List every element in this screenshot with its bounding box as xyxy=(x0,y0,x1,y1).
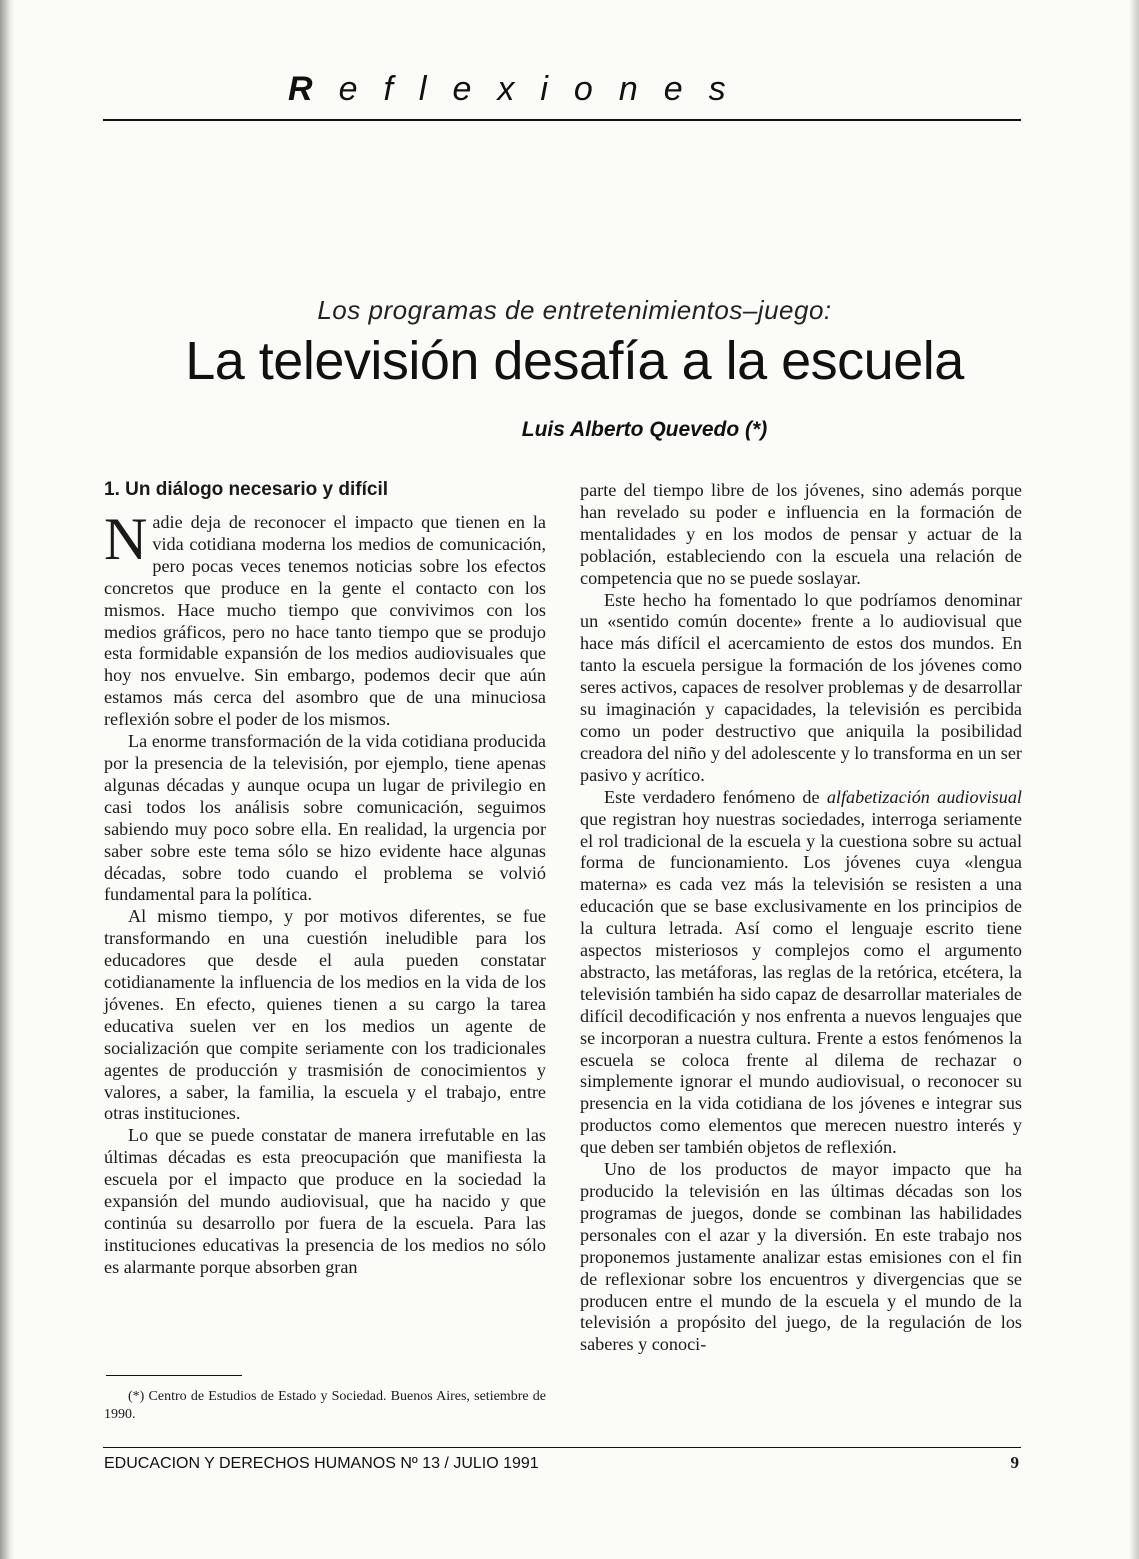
paragraph: Este hecho ha fomentado lo que podríamos denominar un «sentido común docente» frente a lo audiovisual que hace más difícil el acercamiento de estos dos mundos. En tanto la escuela persigue la formación de los jóvenes como seres activos, capaces de resolver problemas y de desarrollar su imaginación y capacidades, la televisión es percibida como un poder destructivo que aniquila la posibilidad creadora del niño y del adolescente y lo transforma en un ser pasivo y acrítico. xyxy=(580,589,1022,785)
footnote xyxy=(104,1388,546,1424)
paragraph xyxy=(580,787,1022,1159)
paragraph: Lo que se puede constatar de manera irrefutable en las últimas décadas es esta preocupación que manifiesta la escuela por el impacto que produce en la sociedad la expansión del mundo audiovisual, que ha nacido y que continúa su desarrollo por fuera de la escuela. Para las instituciones educativas la presencia de los medios no sólo es alarmante porque absorben gran xyxy=(104,1125,546,1277)
article-subtitle: Los programas de entretenimientos–juego: xyxy=(317,295,832,325)
paragraph-text: Este verdadero fenómeno de xyxy=(604,786,827,807)
paragraph: Al mismo tiempo, y por motivos diferentes, se fue transformando en una cuestión ineludible para los educadores que desde el aula pueden constatar cotidianamente la influencia de los medios en la vida de los jóvenes. En efecto, quienes tienen a su cargo la tarea educativa suelen ver en los medios un agente de socialización que compite seriamente con los tradicionales agentes de producción y trasmisión de conocimientos y valores, a saber, la familia, la escuela y el trabajo, entre otras instituciones. xyxy=(104,906,546,1124)
section-header-initial: R xyxy=(288,70,339,108)
right-column xyxy=(580,480,1022,1356)
page-binding-shadow xyxy=(0,0,14,1559)
paragraph: parte del tiempo libre de los jóvenes, sino además porque han revelado su poder e influencia en la formación de mentalidades y en los modos de pensar y actuar de la población, estableciendo con la escuela una relación de competencia que no se puede soslayar. xyxy=(580,480,1022,588)
footnote-rule xyxy=(106,1375,242,1376)
page-edge xyxy=(1129,0,1139,1559)
journal-footer: EDUCACION Y DERECHOS HUMANOS Nº 13 / JULIO 1991 xyxy=(104,1455,539,1472)
header-rule xyxy=(103,119,1021,121)
paragraph-text: que registran hoy nuestras sociedades, interroga seriamente el rol tradicional de la escuela y la cuestiona sobre su actual forma de funcionamiento. Los jóvenes cuya «lengua materna» es cada vez más la televisión se resisten a una educación que se base exclusivamente en los principios de la cultura letrada. Así como el lenguaje escrito tiene aspectos misteriosos y complejos como el argumento abstracto, las metáforas, las reglas de la retórica, etcétera, la televisión también ha sido capaz de desarrollar materiales de difícil decodificación y nos enfrenta a nuevos lenguajes que se incorporan a nuestra cultura. Frente a estos fenómenos la escuela se coloca frente al dilema de rechazar o simplemente ignorar el mundo audiovisual, o reconocer su presencia en la vida cotidiana de los jóvenes e integrar sus productos como elementos que merecen nuestro interés y que deben ser también objetos de reflexión. xyxy=(580,808,1022,1158)
left-column xyxy=(104,478,546,1279)
paragraph: La enorme transformación de la vida cotidiana producida por la presencia de la televisión, por ejemplo, tiene apenas algunas décadas y aunque ocupa un lugar de privilegio en casi todos los análisis sobre comunicación, seguimos sabiendo muy poco sobre ella. En realidad, la urgencia por saber sobre este tema sólo se hizo evidente hace algunas décadas, sobre todo cuando el problema se volvió fundamental para la política. xyxy=(104,731,546,905)
paragraph: Uno de los productos de mayor impacto que ha producido la televisión en las últimas décadas son los programas de juegos, donde se combinan las habilidades personales con el azar y la diversión. En este trabajo nos proponemos justamente analizar estas emisiones con el fin de reflexionar sobre los encuentros y divergencias que se producen entre el mundo de la escuela y el mundo de la televisión a propósito del juego, de la regulación de los saberes y conoci- xyxy=(580,1159,1022,1355)
article-title: La televisión desafía a la escuela xyxy=(185,331,964,391)
footnote-text: (*) Centro de Estudios de Estado y Sociedad. Buenos Aires, setiembre de 1990. xyxy=(104,1389,546,1422)
paragraph xyxy=(104,506,546,731)
page-number: 9 xyxy=(1010,1453,1019,1472)
footer-rule xyxy=(103,1447,1021,1448)
paragraph-text: adie deja de reconocer el impacto que tienen en la vida cotidiana moderna los medios de comunicación, pero pocas veces tenemos noticias sobre los efectos concretos que produce en la gente el contacto con los mismos. Hace mucho tiempo que convivimos con los medios gráficos, pero no hace tanto tiempo que se produjo esta formidable expansión de los medios audiovisuales que hoy nos envuelve. Sin embargo, podemos decir que aún estamos más cerca del asombro que de una minuciosa reflexión sobre el poder de los mismos. xyxy=(104,512,546,730)
emphasized-term: alfabetización audiovisual xyxy=(826,786,1022,807)
section-heading: 1. Un diálogo necesario y difícil xyxy=(104,479,389,500)
drop-cap: N xyxy=(104,506,148,572)
section-header-rest: eflexiones xyxy=(338,70,752,108)
article-author: Luis Alberto Quevedo (*) xyxy=(521,418,768,441)
section-header xyxy=(288,70,808,114)
